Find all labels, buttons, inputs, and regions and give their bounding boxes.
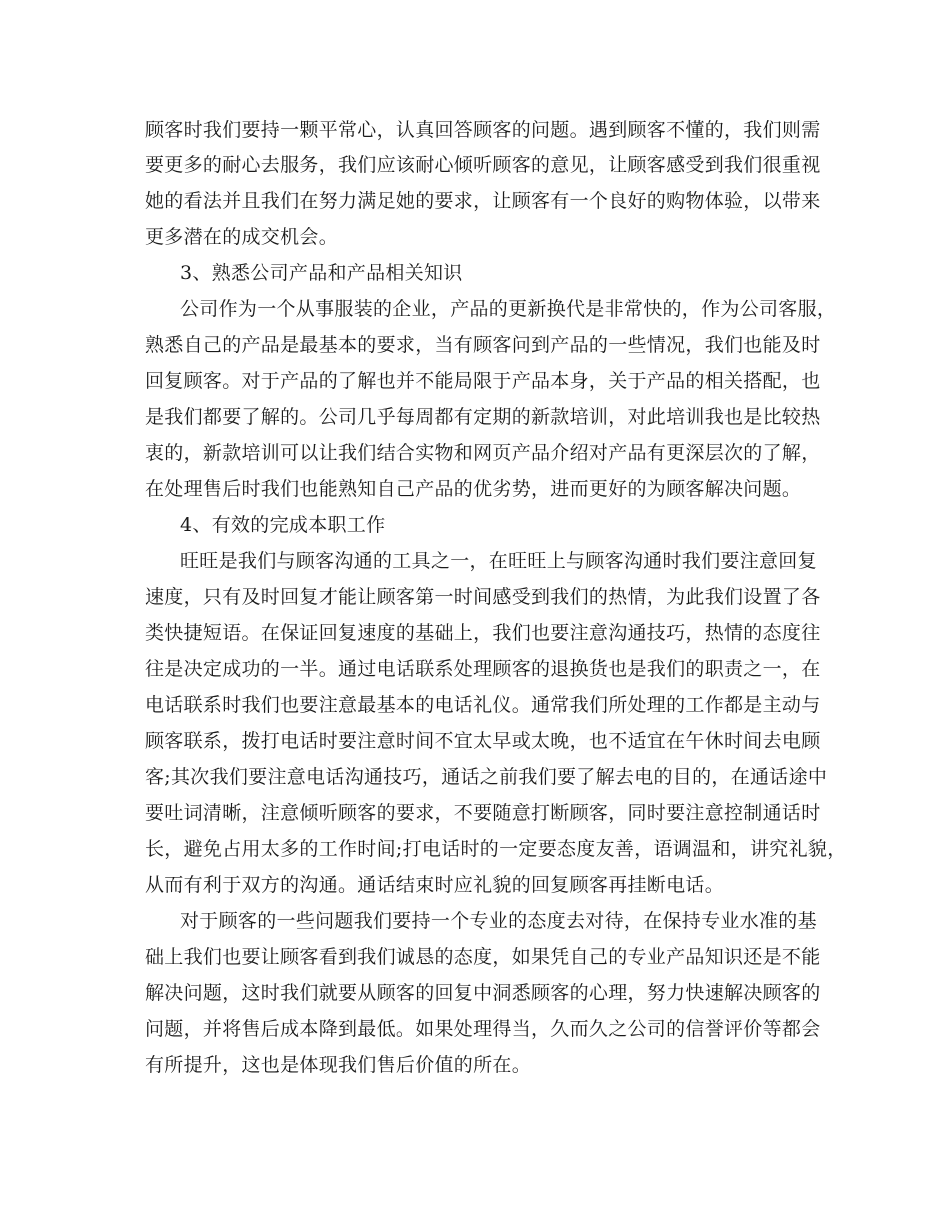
paragraph-line: 长，避免占用太多的工作时间;打电话时的一定要态度友善，语调温和，讲究礼貌，: [145, 838, 847, 860]
paragraph-line: 解决问题，这时我们就要从顾客的回复中洞悉顾客的心理，努力快速解决顾客的: [145, 982, 821, 1004]
paragraph-line: 问题，并将售后成本降到最低。如果处理得当，久而久之公司的信誉评价等都会: [145, 1018, 821, 1040]
paragraph-line: 有所提升，这也是体现我们售后价值的所在。: [145, 1054, 532, 1076]
section-heading: 3、熟悉公司产品和产品相关知识: [180, 262, 463, 284]
paragraph-line: 回复顾客。对于产品的了解也并不能局限于产品本身，关于产品的相关搭配，也: [145, 370, 821, 392]
paragraph-line: 她的看法并且我们在努力满足她的要求，让顾客有一个良好的购物体验，以带来: [145, 190, 821, 212]
paragraph-line: 顾客时我们要持一颗平常心，认真回答顾客的问题。遇到顾客不懂的，我们则需: [145, 119, 821, 141]
paragraph-line: 往是决定成功的一半。通过电话联系处理顾客的退换货也是我们的职责之一，在: [145, 658, 821, 680]
paragraph-line: 对于顾客的一些问题我们要持一个专业的态度去对待，在保持专业水准的基: [180, 910, 817, 932]
paragraph-line: 是我们都要了解的。公司几乎每周都有定期的新款培训，对此培训我也是比较热: [145, 406, 821, 428]
paragraph-line: 速度，只有及时回复才能让顾客第一时间感受到我们的热情，为此我们设置了各: [145, 586, 821, 608]
paragraph-line: 旺旺是我们与顾客沟通的工具之一，在旺旺上与顾客沟通时我们要注意回复: [180, 550, 817, 572]
paragraph-line: 衷的，新款培训可以让我们结合实物和网页产品介绍对产品有更深层次的了解，: [145, 442, 821, 464]
paragraph-line: 更多潜在的成交机会。: [145, 226, 339, 248]
paragraph-line: 从而有利于双方的沟通。通话结束时应礼貌的回复顾客再挂断电话。: [145, 874, 725, 896]
paragraph-line: 顾客联系，拨打电话时要注意时间不宜太早或太晚，也不适宜在午休时间去电顾: [145, 730, 821, 752]
paragraph-line: 在处理售后时我们也能熟知自己产品的优劣势，进而更好的为顾客解决问题。: [145, 478, 802, 500]
paragraph-line: 客;其次我们要注意电话沟通技巧，通话之前我们要了解去电的目的，在通话途中: [145, 766, 828, 788]
paragraph-line: 电话联系时我们也要注意最基本的电话礼仪。通常我们所处理的工作都是主动与: [145, 694, 821, 716]
paragraph-line: 要吐词清晰，注意倾听顾客的要求，不要随意打断顾客，同时要注意控制通话时: [145, 802, 821, 824]
paragraph-line: 熟悉自己的产品是最基本的要求，当有顾客问到产品的一些情况，我们也能及时: [145, 334, 821, 356]
paragraph-line: 公司作为一个从事服装的企业，产品的更新换代是非常快的，作为公司客服，: [180, 298, 837, 320]
section-heading: 4、有效的完成本职工作: [180, 514, 386, 536]
paragraph-line: 要更多的耐心去服务，我们应该耐心倾听顾客的意见，让顾客感受到我们很重视: [145, 154, 821, 176]
paragraph-line: 类快捷短语。在保证回复速度的基础上，我们也要注意沟通技巧，热情的态度往: [145, 622, 821, 644]
paragraph-line: 础上我们也要让顾客看到我们诚恳的态度，如果凭自己的专业产品知识还是不能: [145, 946, 821, 968]
